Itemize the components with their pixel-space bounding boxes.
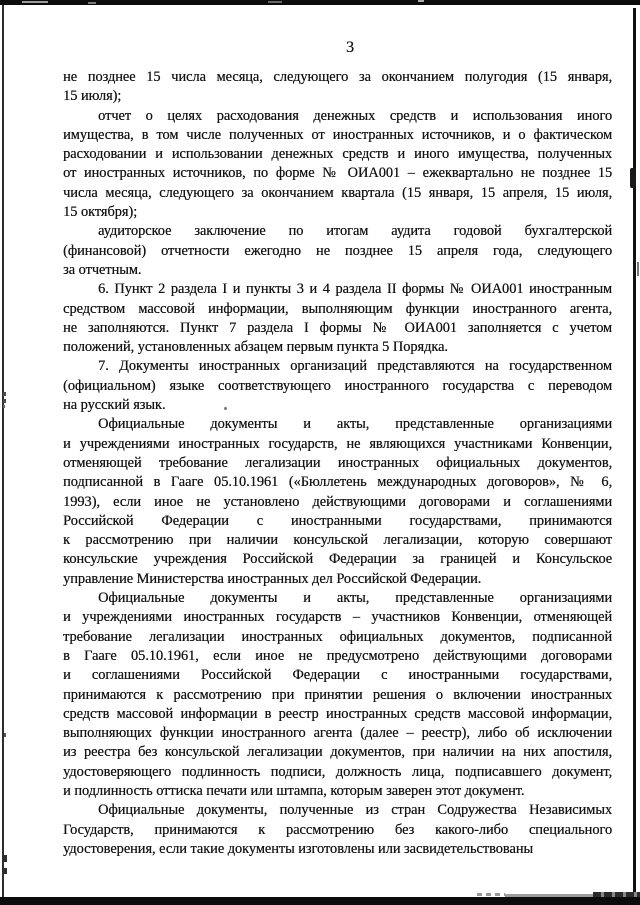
scan-artifact (505, 894, 593, 897)
paragraph (63, 68, 612, 107)
scan-edge-top (0, 0, 640, 5)
scan-artifact (268, 1, 282, 3)
text-line: Российской Федерации с иностранными государствами, принимаются (63, 512, 612, 529)
text-line: средств массовой информации в реестр иностранных средств массовой информации, (63, 705, 612, 722)
text-line: (финансовой) отчетности ежегодно не позднее 15 апреля года, следующего (63, 242, 612, 259)
text-line: подписанной в Гааге 05.10.1961 («Бюллетень международных договоров», № 6, (63, 474, 612, 491)
paragraph (63, 801, 612, 859)
scan-artifact (3, 392, 6, 396)
scan-artifact (3, 405, 5, 408)
document-body (63, 68, 612, 859)
text-line: в Гааге 05.10.1961, если иное не предусмотрено действующими договорами (63, 647, 612, 664)
paragraph (63, 415, 612, 589)
paragraph (63, 280, 612, 357)
paragraph (63, 589, 612, 801)
text-line: не позднее 15 числа месяца, следующего за окончанием полугодия (15 января, (63, 69, 612, 85)
paragraph (63, 357, 612, 415)
text-line: за отчетным. (63, 261, 142, 278)
text-line: принимаются к рассмотрению при принятии решения о включении иностранных (63, 686, 612, 703)
text-line: 6. Пункт 2 раздела I и пункты 3 и 4 раздела II формы № ОИА001 иностранным (98, 281, 612, 298)
text-line: выполняющих функции иностранного агента (далее – реестр), либо об исключении (63, 725, 612, 742)
scan-artifact (593, 892, 640, 897)
text-line: Официальные документы и акты, представленные организациями (98, 416, 612, 433)
text-line: не заполняются. Пункт 7 раздела I формы № ОИА001 заполняется с учетом (63, 319, 612, 336)
scan-artifact (3, 399, 6, 403)
scan-artifact (4, 868, 7, 874)
scan-artifact (637, 262, 639, 276)
scan-edge-left (2, 5, 4, 898)
text-line: на русский язык. (63, 397, 166, 414)
text-line: имущества, в том числе полученных от иностранных источников, и о фактическом (63, 126, 612, 143)
text-line: 15 октября); (63, 204, 138, 221)
text-line: 7. Документы иностранных организаций представляются на государственном (98, 358, 612, 375)
scan-artifact (4, 855, 7, 862)
scan-artifact (630, 168, 636, 188)
text-line: расходовании и использовании денежных средств и иного имущества, полученных (63, 146, 612, 163)
text-line: и подлинность оттиска печати или штампа, которым заверен этот документ. (63, 782, 525, 799)
text-line: аудиторское заключение по итогам аудита годовой бухгалтерской (98, 223, 612, 240)
text-line: требование легализации иностранных официальных документов, подписанной (63, 628, 612, 645)
text-line: 15 июля); (63, 88, 122, 105)
text-line: и учреждениями иностранных государств, не являющихся участниками Конвенции, (63, 435, 612, 452)
text-line: (официальном) языке соответствующего иностранного государства с переводом (63, 377, 612, 394)
scan-artifact (477, 893, 505, 896)
scan-artifact (22, 1, 48, 3)
text-line: консульские учреждения Российской Федерации за границей и Консульское (63, 551, 612, 568)
text-line: средством массовой информации, выполняющим функции иностранного агента, (63, 300, 612, 317)
scan-artifact (88, 2, 96, 4)
text-line: положений, установленных абзацем первым пункта 5 Порядка. (63, 339, 448, 356)
scan-artifact (418, 0, 424, 2)
paragraph (63, 107, 612, 223)
text-line: 1993), если иное не установлено действующими договорами и соглашениями (63, 493, 612, 510)
text-line: отчет о целях расходования денежных средств и использования иного (98, 107, 612, 124)
scan-edge-bottom (0, 897, 640, 905)
text-line: числа месяца, следующего за окончанием квартала (15 января, 15 апреля, 15 июля, (63, 184, 612, 201)
scan-artifact (4, 733, 6, 737)
paragraph (63, 222, 612, 280)
text-line: Официальные документы и акты, представленные организациями (98, 590, 612, 607)
text-line: удостоверяющего подлинность подписи, должность лица, подписавшего документ, (63, 763, 612, 780)
text-line: и соглашениями Российской Федерации с иностранными государствами, (63, 667, 612, 684)
text-line: и учреждениями иностранных государств – участников Конвенции, отменяющей (63, 609, 612, 626)
text-line: удостоверения, если такие документы изготовлены или засвидетельствованы (63, 840, 533, 857)
text-line: к рассмотрению при наличии консульской легализации, которую совершают (63, 532, 612, 549)
scan-edge-right (633, 8, 636, 898)
page-number: 3 (346, 39, 354, 56)
text-line: управление Министерства иностранных дел Российской Федерации. (63, 570, 482, 587)
text-line: из реестра без консульской легализации документов, при наличии на них апостиля, (63, 744, 612, 761)
text-line: Государств, принимаются к рассмотрению без какого-либо специального (63, 821, 612, 838)
text-line: Официальные документы, полученные из стран Содружества Независимых (98, 802, 612, 819)
text-line: отменяющей требование легализации иностранных официальных документов, (63, 454, 612, 471)
text-line: от иностранных источников, по форме № ОИА001 – ежеквартально не позднее 15 (63, 165, 612, 182)
